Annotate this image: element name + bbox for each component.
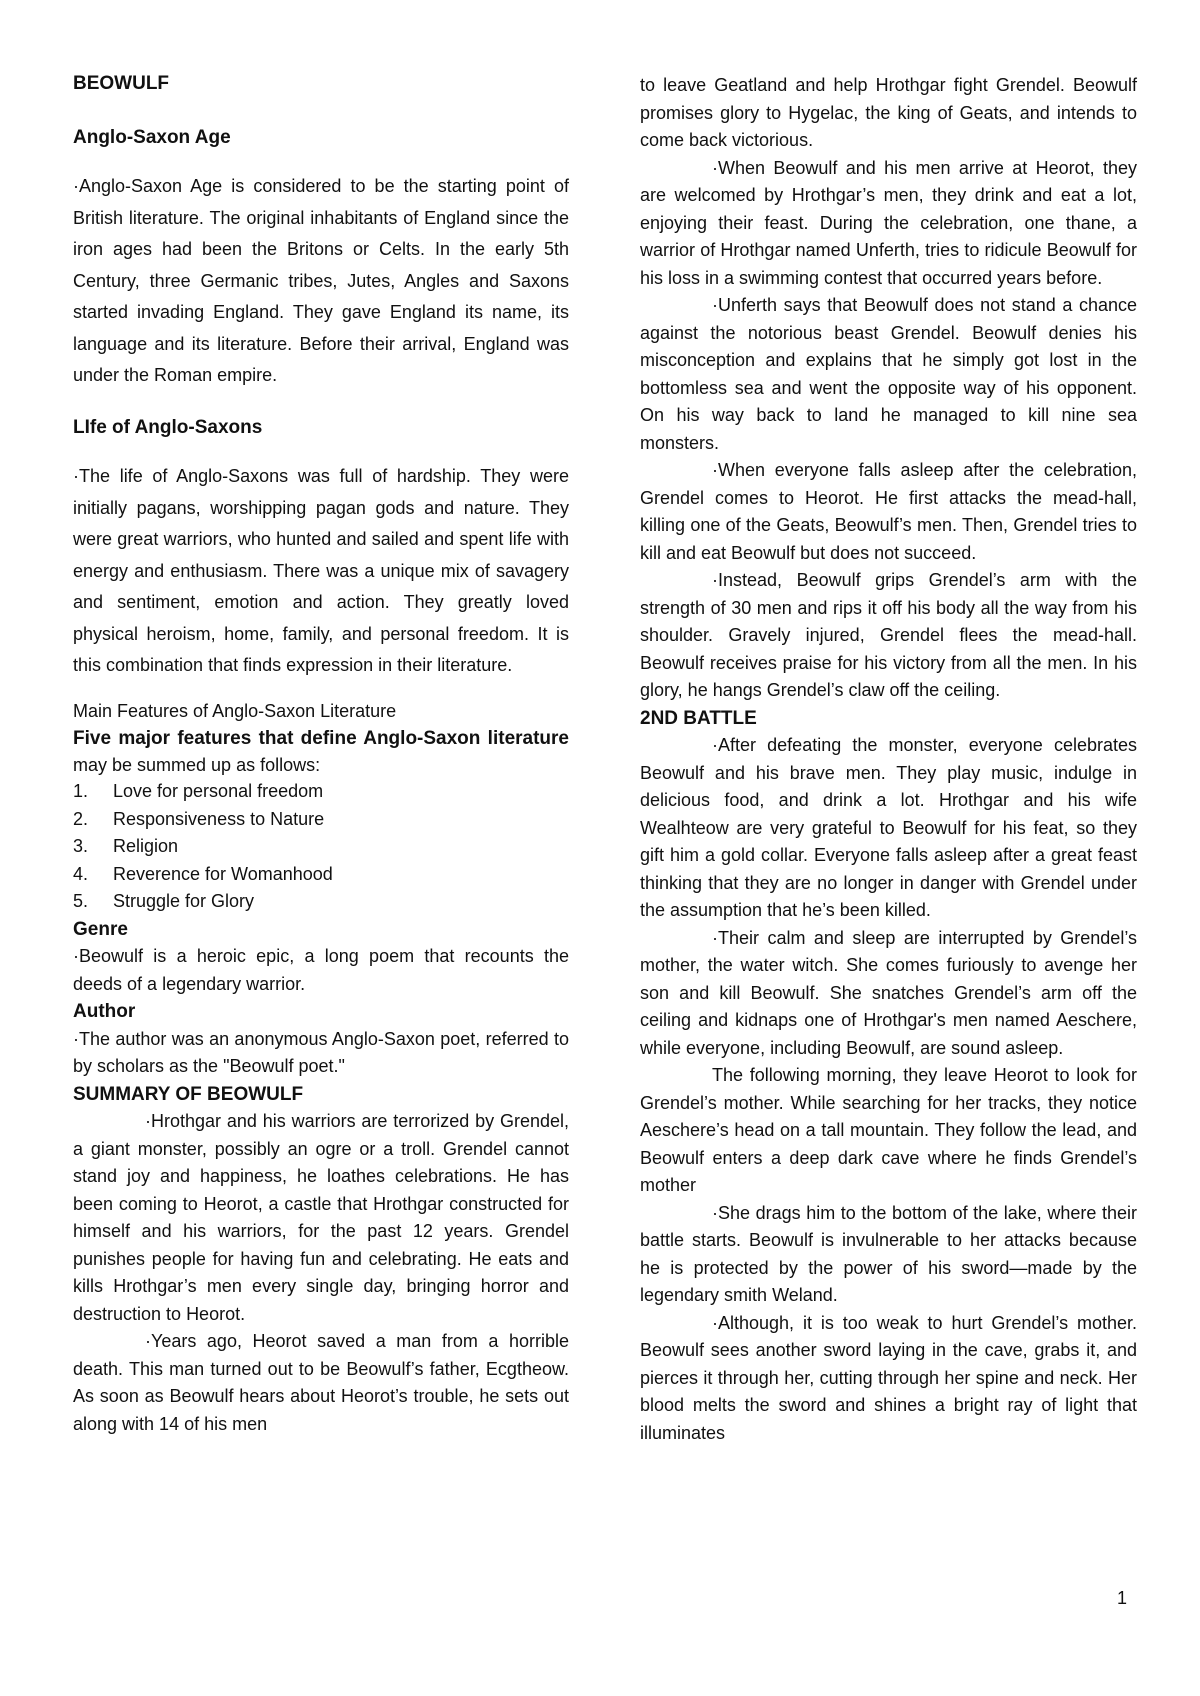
heading-genre: Genre (73, 918, 128, 940)
paragraph-arrival: ·When Beowulf and his men arrive at Heorot, they are welcomed by Hrothgar’s men, they drink and eat a lot, enjoying their feast. During the celebration, one thane, a warrior of Hrothgar named Unferth, tries to ridicule Beowulf for his loss in a swimming contest that occurred years before. (640, 157, 1137, 288)
list-item: 2. Responsiveness to Nature (73, 808, 325, 829)
summary-paragraph-2: ·Years ago, Heorot saved a man from a horrible death. This man turned out to be Beowulf’s father, Ecgtheow. As soon as Beowulf hears about Heorot’s trouble, he sets out along with 14 of his men (73, 1331, 569, 1434)
list-item: 1. Love for personal freedom (73, 781, 324, 801)
paragraph-following-morning: The following morning, they leave Heorot to look for Grendel’s mother. While searching for her tracks, they notice Aeschere’s head on a tall mountain. They follow the lead, and Beowulf enters a deep dark cave where he finds Grendel’s mother (640, 1065, 1137, 1195)
paragraph-lake-battle: ·She drags him to the bottom of the lake, where their battle starts. Beowulf is invulnerable to her attacks because he is protected by the power of his sword—made by the legendary smith Weland. (640, 1202, 1137, 1305)
genre-text: ·Beowulf is a heroic epic, a long poem that recounts the deeds of a legendary warrior. (73, 946, 569, 994)
features-list (73, 778, 569, 916)
document-title: BEOWULF (73, 73, 170, 94)
paragraph-unferth: ·Unferth says that Beowulf does not stand a chance against the notorious beast Grendel. Beowulf denies his misconception and explains that he simply got lost in the bottomless sea and went the opposite way of his opponent. On his way back to land he managed to kill nine sea monsters. (640, 295, 1137, 453)
page-number: 1 (1116, 1588, 1127, 1608)
life-of-anglo-saxons-text: ·The life of Anglo-Saxons was full of hardship. They were initially pagans, worshipping pagan gods and nature. They were great warriors, who hunted and sailed and spent life with energy and enthusiasm. There was a unique mix of savagery and sentiment, emotion and action. They greatly loved physical heroism, home, family, and personal freedom. It is this combination that finds expression in their literature. (73, 466, 569, 675)
features-rest: may be summed up as follows: (73, 755, 321, 775)
anglo-saxon-age-text: ·Anglo-Saxon Age is considered to be the starting point of British literature. The original inhabitants of England since the iron ages had been the Britons or Celts. In the early 5th Century, three Germanic tribes, Jutes, Angles and Saxons started invading England. They gave England its name, its language and its literature. Before their arrival, England was under the Roman empire. (73, 176, 569, 385)
features-bold: Five major features that define Anglo-Saxon literature (73, 728, 569, 749)
left-column (73, 70, 569, 1438)
heading-author: Author (73, 1001, 136, 1022)
list-item: 4. Reverence for Womanhood (73, 863, 333, 884)
heading-summary: SUMMARY OF BEOWULF (73, 1083, 304, 1105)
right-column (640, 72, 1137, 1447)
paragraph-continuation: to leave Geatland and help Hrothgar fight Grendel. Beowulf promises glory to Hygelac, the king of Geats, and intends to come back victorious. (640, 75, 1137, 150)
paragraph-grendel-arm: ·Instead, Beowulf grips Grendel’s arm with the strength of 30 men and rips it off his body all the way from his shoulder. Gravely injured, Grendel flees the mead-hall. Beowulf receives praise for his victory from all the men. In his glory, he hangs Grendel’s claw off the ceiling. (640, 570, 1137, 700)
features-intro (73, 725, 569, 778)
list-item: 3. Religion (73, 836, 179, 856)
author-text: ·The author was an anonymous Anglo-Saxon poet, referred to by scholars as the "Beowulf poet." (73, 1028, 569, 1076)
paragraph-grendel-attack: ·When everyone falls asleep after the celebration, Grendel comes to Heorot. He first attacks the mead-hall, killing one of the Geats, Beowulf’s men. Then, Grendel tries to kill and eat Beowulf but does not succeed. (640, 460, 1137, 563)
summary-paragraph-1: ·Hrothgar and his warriors are terrorized by Grendel, a giant monster, possibly an ogre or a troll. Grendel cannot stand joy and happiness, he loathes celebrations. He has been coming to Heorot, a castle that Hrothgar constructed for himself and his warriors, for the past 12 years. Grendel punishes people for having fun and celebrating. He eats and kills Hrothgar’s men every single day, bringing horror and destruction to Heorot. (73, 1111, 569, 1324)
heading-second-battle: 2ND BATTLE (640, 707, 757, 729)
paragraph-grendels-mother: ·Their calm and sleep are interrupted by Grendel’s mother, the water witch. She comes furiously to avenge her son and kill Beowulf. She snatches Grendel’s arm off the ceiling and kidnaps one of Hrothgar's men named Aeschere, while everyone, including Beowulf, are sound asleep. (640, 927, 1137, 1058)
heading-life-of-anglo-saxons: LIfe of Anglo-Saxons (73, 416, 263, 438)
paragraph-sword: ·Although, it is too weak to hurt Grendel’s mother. Beowulf sees another sword laying in the cave, grabs it, and pierces it through her, cutting through her spine and neck. Her blood melts the sword and shines a bright ray of light that illuminates (640, 1312, 1137, 1443)
list-item: 5. Struggle for Glory (73, 891, 255, 911)
features-title: Main Features of Anglo-Saxon Literature (73, 700, 397, 721)
heading-anglo-saxon-age: Anglo-Saxon Age (73, 126, 231, 148)
paragraph-celebration: ·After defeating the monster, everyone celebrates Beowulf and his brave men. They play music, indulge in delicious food, and drink a lot. Hrothgar and his wife Wealhteow are very grateful to Beowulf for his feat, so they gift him a gold collar. Everyone falls asleep after a great feast thinking that they are no longer in danger with Grendel under the assumption that he’s been killed. (640, 735, 1137, 920)
